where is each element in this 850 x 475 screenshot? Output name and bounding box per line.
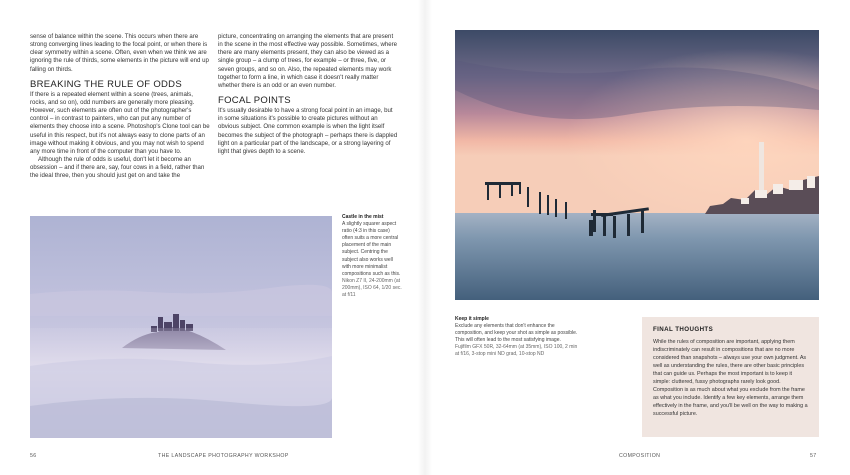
body-paragraph: sense of balance within the scene. This occurs when there are strong converging lines leading to the focal point, or when there is clear symmetry within a scene. Often, even when we think we are ignoring the rule of thirds, some elements in the picture will end up falling on thirds. <box>30 33 209 73</box>
body-paragraph: It's usually desirable to have a strong focal point in an image, but in some situations it's possible to create pictures without an obvious subject. One common example is when the light itself becomes the subject of the photograph – perhaps there is dappled light on a particular part of the landscape, or a strong layering of light that gives depth to a scene. <box>218 107 398 155</box>
text-column-left <box>30 33 210 181</box>
right-page-number: 57 <box>810 453 817 459</box>
text-column-middle <box>218 33 398 156</box>
body-paragraph: If there is a repeated element within a scene (trees, animals, rocks, and so on), odd numbers are generally more pleasing. However, such elements are often out of the photographer's control – in contrast to painters, who can put any number of elements they choose into a scene. Photoshop's Clone tool can be useful in this respect, but it's not always easy to clone parts of an image without making it obvious, and you may not wish to spend any more time in front of the computer than you have to. <box>30 90 210 155</box>
pier-photo-caption <box>455 316 580 359</box>
box-body: While the rules of composition are important, applying them indiscriminately can result in compositions that are no more considered than snapshots – always use your own judgment. As well as understanding the rules, there are other basic principles that can guide us. Perhaps the most important is to keep it simple: cluttered, fussy photographs rarely look good. Composition is as much about what you exclude from the frame as what you include. Identify a few key elements, arrange them effectively in the frame, and you'll be well on the way to making a successful picture. <box>653 339 808 417</box>
caption-camera-settings: Fujifilm GFX 50R, 32-64mm (at 35mm), ISO 100, 2 min at f/16, 3-stop mini ND grad, 10-stop ND <box>455 344 578 358</box>
final-thoughts-box <box>642 317 819 437</box>
page-gutter <box>418 0 432 475</box>
caption-title: Castle in the mist <box>342 214 384 220</box>
book-title-footer: THE LANDSCAPE PHOTOGRAPHY WORKSHOP <box>158 453 289 459</box>
castle-photo-caption <box>342 214 402 299</box>
box-heading: FINAL THOUGHTS <box>653 326 714 333</box>
caption-body: A slightly squarer aspect ratio (4:3 in this case) often suits a more central placement of the main subject. Centring the subject also works well with more minimalist compositions such as this. <box>342 221 401 277</box>
caption-title: Keep it simple <box>455 316 489 322</box>
caption-body: Exclude any elements that don't enhance the composition, and keep your shot as simple as possible. This will often lead to the most satisfying image. <box>455 323 578 344</box>
body-paragraph: Although the rule of odds is useful, don't let it become an obsession – and if there are, say, four cows in a field, rather than the ideal three, then you should just get on and take the <box>30 156 205 180</box>
body-paragraph: picture, concentrating on arranging the elements that are present in the scene in the most effective way possible. Sometimes, where there are many elements present, they can also be viewed as a single group – a clump of trees, for example – or three, five, or seven groups, and so on. Also, the repeated elements may work together to form a line, in which case it doesn't really matter whether there is an odd or an even number. <box>218 33 398 89</box>
castle-in-mist-photo <box>30 216 332 438</box>
left-page-number: 56 <box>30 453 37 459</box>
caption-camera-settings: Nikon Z7 II, 24-200mm (at 200mm), ISO 64, 1/20 sec. at f/11 <box>342 277 402 299</box>
chapter-title-footer: COMPOSITION <box>619 453 661 459</box>
section-heading-rule-of-odds: BREAKING THE RULE OF ODDS <box>30 78 182 90</box>
pier-sunset-photo <box>455 30 819 300</box>
section-heading-focal-points: FOCAL POINTS <box>218 95 291 107</box>
